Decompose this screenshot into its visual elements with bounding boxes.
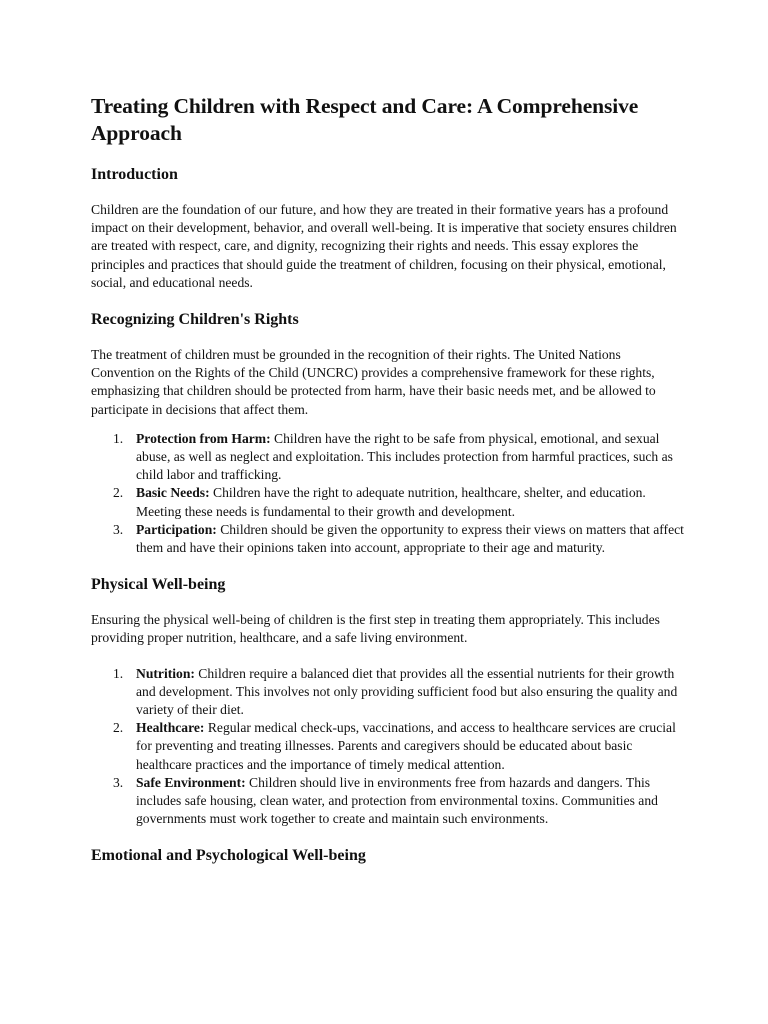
- list-item-term: Nutrition:: [136, 665, 195, 681]
- list-item: [91, 521, 686, 557]
- list-item-term: Healthcare:: [136, 720, 205, 736]
- list-item-term: Participation:: [136, 521, 217, 537]
- list-item-number: 2.: [113, 485, 124, 501]
- list-item-number: 3.: [113, 521, 124, 537]
- list-item: [91, 665, 686, 720]
- document-title: Treating Children with Respect and Care: A Comprehensive Approach: [91, 94, 639, 145]
- list-item-number: 3.: [113, 774, 124, 790]
- document-page: [91, 93, 686, 866]
- physical-list: [91, 665, 686, 829]
- rights-list: [91, 430, 686, 557]
- section-paragraph-rights: The treatment of children must be grounded in the recognition of their rights. The United Nations Convention on the Rights of the Child (UNCRC) provides a comprehensive framework for these rights, emphasizing that children should be protected from harm, have their basic needs met, and be allowed to participate in decisions that affect them.: [91, 347, 656, 417]
- list-item: [91, 719, 686, 774]
- list-item-term: Safe Environment:: [136, 774, 246, 790]
- list-item-number: 1.: [113, 665, 124, 681]
- list-item-text: Children have the right to be safe from physical, emotional, and sexual abuse, as well as neglect and exploitation. This includes protection from harmful practices, such as child labor and trafficking.: [136, 430, 673, 483]
- list-item: [91, 774, 686, 829]
- list-item-text: Regular medical check-ups, vaccinations, and access to healthcare services are crucial for preventing and treating illnesses. Parents and caregivers should be educated about basic healthcare practices and the importance of timely medical attention.: [136, 720, 676, 772]
- list-item: [91, 430, 686, 485]
- list-item-text: Children have the right to adequate nutrition, healthcare, shelter, and education. Meeting these needs is fundamental to their growth and development.: [136, 485, 646, 519]
- list-item: [91, 484, 686, 520]
- section-paragraph-physical: Ensuring the physical well-being of children is the first step in treating them appropriately. This includes providing proper nutrition, healthcare, and a safe living environment.: [91, 612, 660, 646]
- section-paragraph-introduction: Children are the foundation of our future, and how they are treated in their formative years has a profound impact on their development, behavior, and overall well-being. It is imperative that society ensures children are treated with respect, care, and dignity, recognizing their rights and needs. This essay explores the principles and practices that should guide the treatment of children, focusing on their physical, emotional, social, and educational needs.: [91, 202, 677, 290]
- section-heading-emotional: Emotional and Psychological Well-being: [91, 847, 366, 865]
- section-heading-rights: Recognizing Children's Rights: [91, 311, 299, 329]
- section-heading-physical: Physical Well-being: [91, 576, 226, 594]
- list-item-number: 2.: [113, 720, 124, 736]
- section-heading-introduction: Introduction: [91, 166, 178, 183]
- list-item-text: Children require a balanced diet that provides all the essential nutrients for their growth and development. This involves not only providing sufficient food but also ensuring the quality and variety of their diet.: [136, 665, 678, 718]
- list-item-text: Children should live in environments free from hazards and dangers. This includes safe housing, clean water, and protection from environmental toxins. Communities and governments must work together to create and maintain such environments.: [136, 774, 658, 827]
- list-item-term: Protection from Harm:: [136, 430, 271, 446]
- list-item-term: Basic Needs:: [136, 485, 210, 501]
- list-item-text: Children should be given the opportunity to express their views on matters that affect them and have their opinions taken into account, appropriate to their age and maturity.: [136, 521, 684, 556]
- list-item-number: 1.: [113, 430, 124, 446]
